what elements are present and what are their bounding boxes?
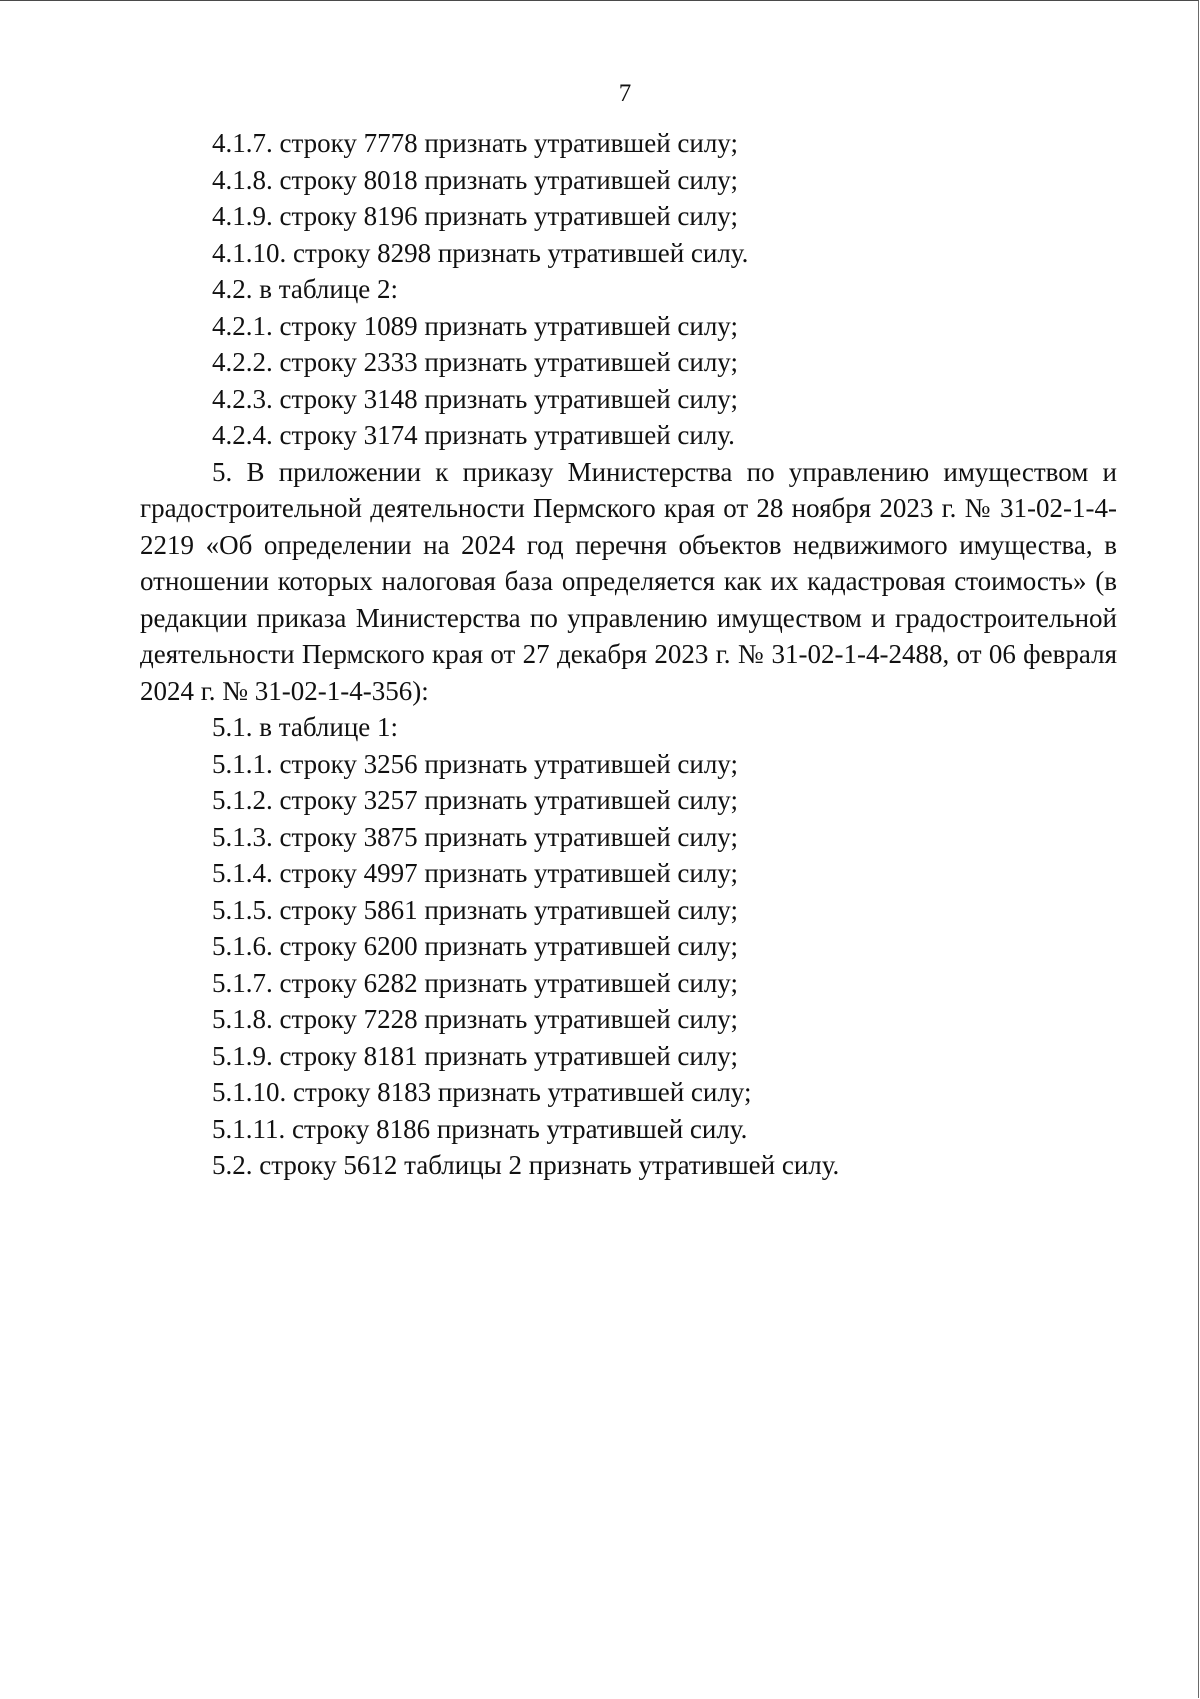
list-item: 5.1.7. строку 6282 признать утратившей силу; xyxy=(212,967,738,998)
list-item: 5.1.3. строку 3875 признать утратившей силу; xyxy=(212,821,738,852)
list-item: 4.1.10. строку 8298 признать утратившей силу. xyxy=(212,237,749,268)
list-item: 4.1.9. строку 8196 признать утратившей силу; xyxy=(212,201,738,231)
list-item: 5.1.10. строку 8183 признать утратившей силу; xyxy=(212,1077,752,1107)
list-item: 5.1.6. строку 6200 признать утратившей силу; xyxy=(212,931,738,961)
list-item: 5.1.9. строку 8181 признать утратившей силу; xyxy=(212,1040,738,1071)
list-item: 5.1.4. строку 4997 признать утратившей силу; xyxy=(212,858,738,888)
page-number: 7 xyxy=(618,80,632,107)
paragraph-5: 5. В приложении к приказу Министерства по управлению имуществом и градостроительной деятельности Пермского края от 28 ноября 2023 г. № 31-02-1-4-2219 «Об определении на 2024 год перечня объектов недвижимого имущества, в отношении которых налоговая база определяется как их кадастровая стоимость» (в редакции приказа Министерства по управлению имуществом и градостроительной деятельности Пермского края от 27 декабря 2023 г. № 31-02-1-4-2488, от 06 февраля 2024 г. № 31-02-1-4-356): xyxy=(140,456,1117,706)
list-item: 5.1.5. строку 5861 признать утратившей силу; xyxy=(212,894,738,925)
list-item: 5.1.1. строку 3256 признать утратившей силу; xyxy=(212,748,738,779)
list-item: 4.2.3. строку 3148 признать утратившей силу; xyxy=(212,383,738,414)
list-item: 4.2.2. строку 2333 признать утратившей силу; xyxy=(212,347,738,377)
list-item: 5.1.2. строку 3257 признать утратившей силу; xyxy=(212,785,738,815)
list-item: 4.2. в таблице 2: xyxy=(212,274,399,304)
list-item: 4.2.4. строку 3174 признать утратившей силу. xyxy=(212,420,735,450)
list-item: 5.1. в таблице 1: xyxy=(212,712,399,742)
list-item: 4.2.1. строку 1089 признать утратившей силу; xyxy=(212,310,738,341)
list-item: 5.1.8. строку 7228 признать утратившей силу; xyxy=(212,1004,738,1034)
list-item: 5.1.11. строку 8186 признать утратившей силу. xyxy=(212,1113,748,1144)
document-body xyxy=(140,125,1117,1184)
list-item: 4.1.7. строку 7778 признать утратившей силу; xyxy=(212,128,738,158)
list-item: 4.1.8. строку 8018 признать утратившей силу; xyxy=(212,164,738,195)
list-item: 5.2. строку 5612 таблицы 2 признать утратившей силу. xyxy=(212,1150,840,1180)
